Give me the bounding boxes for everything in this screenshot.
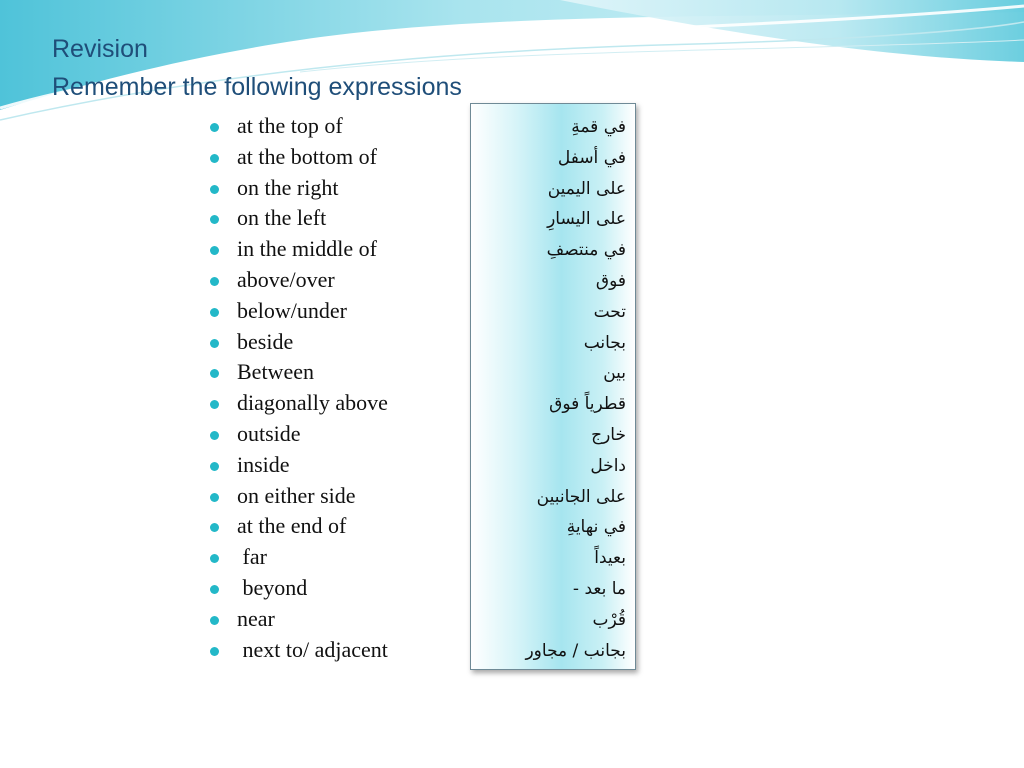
english-expression-item <box>208 357 468 388</box>
english-expression-item <box>208 573 468 604</box>
arabic-translation-text: بجانب / مجاور <box>525 640 626 661</box>
bullet-icon <box>210 647 219 656</box>
english-expression-text: below/under <box>237 297 347 323</box>
english-expression-item <box>208 450 468 481</box>
english-expression-text: next to/ adjacent <box>237 636 388 662</box>
bullet-icon <box>210 400 219 409</box>
bullet-icon <box>210 523 219 532</box>
slide-title <box>52 30 462 106</box>
english-expression-item <box>208 604 468 635</box>
english-expression-text: beside <box>237 328 294 354</box>
bullet-icon <box>210 154 219 163</box>
arabic-translation-text: ما بعد - <box>572 578 626 599</box>
english-expression-item <box>208 296 468 327</box>
arabic-translation-text: على الجانبين <box>536 486 626 507</box>
arabic-translation-text: بعيداً <box>594 548 626 569</box>
english-expression-item <box>208 635 468 666</box>
arabic-translation-text: بجانب <box>583 332 626 353</box>
english-expression-list <box>208 111 468 665</box>
english-expression-item <box>208 511 468 542</box>
english-expression-text: diagonally above <box>237 390 388 416</box>
arabic-translation-text: في أسفل <box>557 147 626 168</box>
english-expression-text: at the top of <box>237 113 343 138</box>
english-expression-item <box>208 419 468 450</box>
english-expression-text: beyond <box>237 574 308 600</box>
arabic-translation-text: بين <box>603 363 626 384</box>
english-expression-item <box>208 327 468 358</box>
arabic-translation-text: قطرياً فوق <box>549 394 626 415</box>
bullet-icon <box>210 215 219 224</box>
arabic-translation-text: في قمةِ <box>571 117 626 137</box>
bullet-icon <box>210 308 219 317</box>
arabic-translation-text: على اليمين <box>547 178 626 199</box>
bullet-icon <box>210 462 219 471</box>
english-expression-item <box>208 203 468 234</box>
bullet-icon <box>210 554 219 563</box>
english-expression-text: in the middle of <box>237 236 377 262</box>
english-expression-text: on the left <box>237 205 327 231</box>
english-expression-text: Between <box>237 359 314 385</box>
english-expression-item <box>208 388 468 419</box>
bullet-icon <box>210 246 219 255</box>
english-expression-text: above/over <box>237 266 335 292</box>
english-expression-text: on either side <box>237 482 356 508</box>
english-expression-text: at the end of <box>237 513 347 539</box>
arabic-translation-text: في منتصفِ <box>546 240 626 261</box>
bullet-icon <box>210 585 219 594</box>
english-expression-item <box>208 111 468 142</box>
title-line-revision: Revision <box>52 35 148 63</box>
arabic-translation-text: داخل <box>590 455 626 476</box>
bullet-icon <box>210 369 219 378</box>
english-expression-item <box>208 542 468 573</box>
bullet-icon <box>210 616 219 625</box>
english-expression-text: near <box>237 605 275 631</box>
bullet-icon <box>210 493 219 502</box>
arabic-translation-box <box>470 103 636 670</box>
english-expression-text: far <box>237 544 267 570</box>
arabic-translation-text: قُرْب <box>592 609 626 630</box>
bullet-icon <box>210 185 219 194</box>
arabic-translation-list <box>471 104 635 666</box>
english-expression-text: outside <box>237 420 301 446</box>
arabic-translation-text: خارج <box>591 424 626 445</box>
title-line-instruction: Remember the following expressions <box>52 73 462 101</box>
bullet-icon <box>210 277 219 286</box>
english-expression-text: inside <box>237 451 290 477</box>
english-expression-text: at the bottom of <box>237 143 377 169</box>
english-expression-item <box>208 142 468 173</box>
arabic-translation-text: في نهايةِ <box>566 517 626 538</box>
arabic-translation-text: تحت <box>593 301 626 322</box>
english-expression-item <box>208 234 468 265</box>
arabic-translation-text: فوق <box>595 270 626 291</box>
bullet-icon <box>210 431 219 440</box>
english-expression-item <box>208 173 468 204</box>
english-expression-text: on the right <box>237 174 339 200</box>
english-expression-item <box>208 481 468 512</box>
bullet-icon <box>210 339 219 348</box>
arabic-translation-text: على اليسارِ <box>547 209 626 230</box>
english-expression-item <box>208 265 468 296</box>
bullet-icon <box>210 123 219 132</box>
